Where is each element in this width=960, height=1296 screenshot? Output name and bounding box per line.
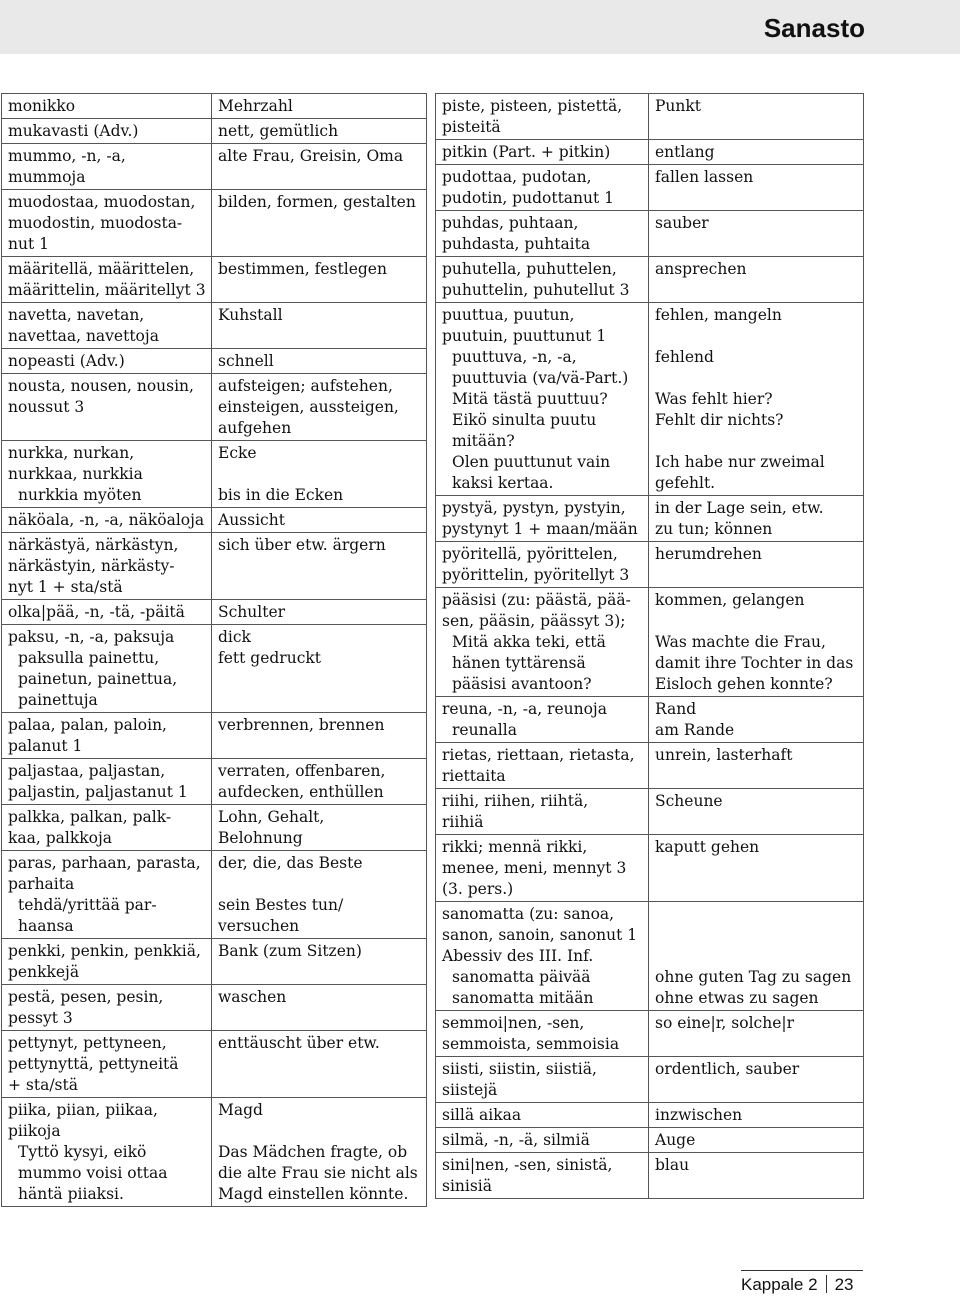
- german-translation: entlang: [655, 143, 715, 161]
- finnish-term: piste, pisteen, pistettä, pisteitä: [442, 97, 623, 136]
- finnish-term: sillä aikaa: [442, 1106, 522, 1124]
- german-translation: sich über etw. ärgern: [218, 536, 386, 554]
- finnish-term: paljastaa, paljastan, paljastin, paljastanut 1: [8, 762, 188, 801]
- finnish-cell: [2, 533, 212, 600]
- finnish-term: muodostaa, muodostan, muodostin, muodosta- nut 1: [8, 193, 196, 253]
- finnish-term: olka|pää, -n, -tä, -päitä: [8, 603, 185, 621]
- vocabulary-row: [2, 119, 427, 144]
- finnish-cell: [436, 303, 649, 496]
- finnish-cell: [436, 94, 649, 140]
- finnish-term: pestä, pesen, pesin, pessyt 3: [8, 988, 164, 1027]
- german-translation: aufsteigen; aufstehen, einsteigen, aussteigen, aufgehen: [218, 377, 399, 437]
- german-translation: fehlend: [655, 348, 714, 366]
- finnish-example: paksulla painettu, painetun, painettua, painettuja: [18, 649, 178, 709]
- german-translation: waschen: [218, 988, 287, 1006]
- finnish-term: puhutella, puhuttelen, puhuttelin, puhutellut 3: [442, 260, 630, 299]
- finnish-term: penkki, penkin, penkkiä, penkkejä: [8, 942, 201, 981]
- finnish-cell: [2, 759, 212, 805]
- line-gap: [218, 874, 421, 895]
- vocabulary-row: [2, 441, 427, 508]
- finnish-cell: [436, 1011, 649, 1057]
- german-cell: [212, 1098, 427, 1207]
- finnish-cell: [2, 600, 212, 625]
- finnish-cell: [436, 588, 649, 697]
- finnish-cell: [436, 835, 649, 902]
- vocabulary-row: [2, 713, 427, 759]
- finnish-cell: [2, 713, 212, 759]
- german-translation: enttäuscht über etw.: [218, 1034, 380, 1052]
- german-cell: [212, 713, 427, 759]
- finnish-example: puuttuva, -n, -a, puuttuvia (va/vä-Part.): [452, 348, 629, 387]
- finnish-term: palkka, palkan, palk- kaa, palkkoja: [8, 808, 172, 847]
- german-translation: bilden, formen, gestalten: [218, 193, 416, 211]
- german-translation: Kuhstall: [218, 306, 283, 324]
- finnish-term: paksu, -n, -a, paksuja: [8, 628, 175, 646]
- finnish-term: sini|nen, -sen, sinistä, sinisiä: [442, 1156, 613, 1195]
- finnish-term: paras, parhaan, parasta, parhaita: [8, 854, 201, 893]
- german-cell: [649, 1011, 864, 1057]
- finnish-cell: [2, 441, 212, 508]
- german-translation: schnell: [218, 352, 274, 370]
- finnish-cell: [2, 625, 212, 713]
- finnish-term: pudottaa, pudotan, pudotin, pudottanut 1: [442, 168, 615, 207]
- finnish-term: rikki; mennä rikki, menee, meni, mennyt 3 (3. pers.): [442, 838, 627, 898]
- german-translation: nett, gemütlich: [218, 122, 339, 140]
- page-title: Sanasto: [763, 13, 865, 43]
- finnish-term: nousta, nousen, nousin, noussut 3: [8, 377, 194, 416]
- vocabulary-row: [436, 835, 864, 902]
- finnish-term: mummo, -n, -a, mummoja: [8, 147, 126, 186]
- german-translation: verbrennen, brennen: [218, 716, 385, 734]
- german-translation: Magd: [218, 1101, 263, 1119]
- finnish-cell: [436, 165, 649, 211]
- finnish-cell: [436, 1103, 649, 1128]
- german-cell: [212, 144, 427, 190]
- vocabulary-row: [436, 257, 864, 303]
- finnish-cell: [2, 257, 212, 303]
- finnish-example: nurkkia myöten: [18, 486, 142, 504]
- finnish-term: navetta, navetan, navettaa, navettoja: [8, 306, 159, 345]
- vocabulary-row: [436, 1011, 864, 1057]
- vocabulary-row: [436, 94, 864, 140]
- finnish-cell: [2, 119, 212, 144]
- line-gap: [655, 904, 858, 925]
- line-gap: [218, 1121, 421, 1142]
- page-number: 23: [834, 1275, 854, 1294]
- footer-rule: [741, 1270, 863, 1271]
- finnish-cell: [2, 851, 212, 939]
- german-cell: [212, 349, 427, 374]
- german-cell: [212, 533, 427, 600]
- finnish-term: pitkin (Part. + pitkin): [442, 143, 611, 161]
- vocabulary-row: [2, 303, 427, 349]
- german-cell: [212, 257, 427, 303]
- finnish-cell: [2, 939, 212, 985]
- vocabulary-row: [2, 625, 427, 713]
- finnish-cell: [2, 144, 212, 190]
- german-translation: Auge: [655, 1131, 696, 1149]
- finnish-term: riihi, riihen, riihtä, riihiä: [442, 792, 589, 831]
- vocabulary-row: [2, 600, 427, 625]
- german-translation: in der Lage sein, etw. zu tun; können: [655, 499, 824, 538]
- vocabulary-row: [436, 496, 864, 542]
- german-translation: Bank (zum Sitzen): [218, 942, 362, 960]
- finnish-cell: [2, 94, 212, 119]
- finnish-term: mukavasti (Adv.): [8, 122, 139, 140]
- vocabulary-row: [436, 542, 864, 588]
- finnish-term: semmoi|nen, -sen, semmoista, semmoisia: [442, 1014, 620, 1053]
- german-translation: Mehrzahl: [218, 97, 293, 115]
- chapter-label: Kappale 2: [741, 1275, 818, 1294]
- german-translation: Schulter: [218, 603, 286, 621]
- finnish-cell: [2, 349, 212, 374]
- vocabulary-row: [436, 1153, 864, 1199]
- german-translation: so eine|r, solche|r: [655, 1014, 794, 1032]
- vocabulary-row: [2, 190, 427, 257]
- finnish-term: puuttua, puutun, puutuin, puuttunut 1: [442, 306, 607, 345]
- german-translation: bestimmen, festlegen: [218, 260, 387, 278]
- finnish-cell: [2, 985, 212, 1031]
- vocabulary-row: [2, 985, 427, 1031]
- german-cell: [649, 140, 864, 165]
- vocabulary-row: [436, 140, 864, 165]
- german-cell: [212, 1031, 427, 1098]
- vocabulary-row: [2, 144, 427, 190]
- german-cell: [649, 94, 864, 140]
- line-gap: [655, 925, 858, 946]
- german-cell: [212, 441, 427, 508]
- german-cell: [649, 743, 864, 789]
- german-translation: fallen lassen: [655, 168, 754, 186]
- vocabulary-row: [2, 1031, 427, 1098]
- german-translation: inzwischen: [655, 1106, 743, 1124]
- finnish-term: palaa, palan, paloin, palanut 1: [8, 716, 167, 755]
- finnish-term: silmä, -n, -ä, silmiä: [442, 1131, 590, 1149]
- german-cell: [212, 759, 427, 805]
- german-cell: [212, 939, 427, 985]
- german-translation: der, die, das Beste: [218, 854, 363, 872]
- vocabulary-row: [436, 303, 864, 496]
- german-cell: [212, 625, 427, 713]
- vocabulary-row: [2, 94, 427, 119]
- german-cell: [649, 1153, 864, 1199]
- german-translation: Lohn, Gehalt, Belohnung: [218, 808, 325, 847]
- finnish-cell: [436, 789, 649, 835]
- vocabulary-table-right: [435, 93, 864, 1199]
- german-cell: [212, 94, 427, 119]
- german-cell: [212, 119, 427, 144]
- german-translation: fett gedruckt: [218, 649, 322, 667]
- page-footer: [741, 1275, 854, 1295]
- german-cell: [212, 190, 427, 257]
- finnish-term: närkästyä, närkästyn, närkästyin, närkästy- nyt 1 + sta/stä: [8, 536, 179, 596]
- finnish-term: pääsisi (zu: päästä, pää- sen, pääsin, päässyt 3);: [442, 591, 631, 630]
- german-translation: Was machte die Frau, damit ihre Tochter in das Eisloch gehen konnte?: [655, 633, 854, 693]
- finnish-cell: [436, 697, 649, 743]
- german-translation: Rand am Rande: [655, 700, 735, 739]
- finnish-term: monikko: [8, 97, 76, 115]
- vocabulary-row: [436, 1128, 864, 1153]
- finnish-cell: [2, 508, 212, 533]
- finnish-example: Tyttö kysyi, eikö mummo voisi ottaa häntä piiaksi.: [18, 1143, 168, 1203]
- german-translation: herumdrehen: [655, 545, 762, 563]
- german-translation: Ich habe nur zweimal gefehlt.: [655, 453, 825, 492]
- finnish-cell: [2, 1031, 212, 1098]
- finnish-example: Mitä akka teki, että hänen tyttärensä pääsisi avantoon?: [452, 633, 606, 693]
- line-gap: [655, 326, 858, 347]
- german-cell: [212, 600, 427, 625]
- line-gap: [655, 368, 858, 389]
- german-cell: [649, 1057, 864, 1103]
- line-gap: [655, 611, 858, 632]
- german-cell: [649, 697, 864, 743]
- finnish-example: Mitä tästä puuttuu? Eikö sinulta puutu mitään?: [452, 390, 608, 450]
- german-cell: [212, 374, 427, 441]
- vocabulary-row: [2, 257, 427, 303]
- german-translation: blau: [655, 1156, 690, 1174]
- vocabulary-row: [2, 851, 427, 939]
- german-translation: Punkt: [655, 97, 702, 115]
- german-cell: [649, 588, 864, 697]
- finnish-cell: [2, 190, 212, 257]
- german-translation: bis in die Ecken: [218, 486, 344, 504]
- german-translation: dick: [218, 628, 251, 646]
- finnish-cell: [436, 902, 649, 1011]
- german-translation: ansprechen: [655, 260, 747, 278]
- vocabulary-table-left: [1, 93, 427, 1207]
- german-translation: kommen, gelangen: [655, 591, 805, 609]
- finnish-example: tehdä/yrittää par- haansa: [18, 896, 157, 935]
- german-translation: Aussicht: [218, 511, 285, 529]
- german-translation: Das Mädchen fragte, ob die alte Frau sie nicht als Magd einstellen könnte.: [218, 1143, 418, 1203]
- german-cell: [212, 985, 427, 1031]
- finnish-cell: [436, 1128, 649, 1153]
- vocabulary-row: [436, 211, 864, 257]
- finnish-cell: [2, 1098, 212, 1207]
- german-translation: sauber: [655, 214, 709, 232]
- finnish-cell: [436, 1057, 649, 1103]
- page-header: [0, 0, 960, 54]
- vocabulary-row: [2, 349, 427, 374]
- german-cell: [649, 542, 864, 588]
- vocabulary-row: [2, 939, 427, 985]
- vocabulary-row: [436, 588, 864, 697]
- finnish-cell: [2, 805, 212, 851]
- finnish-term: nopeasti (Adv.): [8, 352, 125, 370]
- finnish-cell: [436, 1153, 649, 1199]
- vocabulary-row: [436, 1103, 864, 1128]
- german-cell: [649, 1103, 864, 1128]
- german-cell: [649, 789, 864, 835]
- finnish-cell: [2, 374, 212, 441]
- german-translation: ordentlich, sauber: [655, 1060, 800, 1078]
- finnish-term: rietas, riettaan, rietasta, riettaita: [442, 746, 635, 785]
- finnish-term: pettynyt, pettyneen, pettynyttä, pettyneitä + sta/stä: [8, 1034, 179, 1094]
- line-gap: [655, 946, 858, 967]
- vocabulary-row: [436, 743, 864, 789]
- finnish-term: näköala, -n, -a, näköaloja: [8, 511, 205, 529]
- finnish-term: siisti, siistin, siistiä, siistejä: [442, 1060, 597, 1099]
- vocabulary-row: [2, 533, 427, 600]
- finnish-term: piika, piian, piikaa, piikoja: [8, 1101, 158, 1140]
- finnish-cell: [436, 496, 649, 542]
- finnish-term: pystyä, pystyn, pystyin, pystynyt 1 + maan/mään: [442, 499, 638, 538]
- finnish-cell: [436, 542, 649, 588]
- german-translation: fehlen, mangeln: [655, 306, 782, 324]
- vocabulary-row: [2, 1098, 427, 1207]
- german-cell: [649, 496, 864, 542]
- german-cell: [649, 1128, 864, 1153]
- finnish-term: puhdas, puhtaan, puhdasta, puhtaita: [442, 214, 591, 253]
- finnish-term: pyöritellä, pyörittelen, pyörittelin, pyöritellyt 3: [442, 545, 630, 584]
- german-translation: Scheune: [655, 792, 723, 810]
- german-translation: sein Bestes tun/ versuchen: [218, 896, 344, 935]
- finnish-term: määritellä, määrittelen, määrittelin, määritellyt 3: [8, 260, 206, 299]
- finnish-example: reunalla: [452, 721, 517, 739]
- finnish-cell: [436, 743, 649, 789]
- footer-separator: [826, 1275, 827, 1293]
- german-translation: unrein, lasterhaft: [655, 746, 793, 764]
- german-translation: Was fehlt hier? Fehlt dir nichts?: [655, 390, 784, 429]
- german-cell: [649, 303, 864, 496]
- line-gap: [218, 464, 421, 485]
- german-cell: [212, 851, 427, 939]
- finnish-example: Olen puuttunut vain kaksi kertaa.: [452, 453, 611, 492]
- finnish-cell: [436, 140, 649, 165]
- german-translation: ohne guten Tag zu sagen ohne etwas zu sagen: [655, 968, 852, 1007]
- vocabulary-row: [436, 789, 864, 835]
- finnish-cell: [436, 257, 649, 303]
- german-cell: [649, 165, 864, 211]
- german-translation: Ecke: [218, 444, 257, 462]
- german-translation: kaputt gehen: [655, 838, 760, 856]
- german-translation: verraten, offenbaren, aufdecken, enthüllen: [218, 762, 386, 801]
- finnish-term: reuna, -n, -a, reunoja: [442, 700, 607, 718]
- german-cell: [212, 805, 427, 851]
- vocabulary-row: [436, 165, 864, 211]
- german-translation: alte Frau, Greisin, Oma: [218, 147, 404, 165]
- vocabulary-row: [2, 805, 427, 851]
- finnish-cell: [436, 211, 649, 257]
- finnish-term: nurkka, nurkan, nurkkaa, nurkkia: [8, 444, 143, 483]
- vocabulary-row: [2, 759, 427, 805]
- vocabulary-row: [436, 1057, 864, 1103]
- line-gap: [655, 431, 858, 452]
- german-cell: [212, 303, 427, 349]
- german-cell: [649, 835, 864, 902]
- german-cell: [649, 257, 864, 303]
- german-cell: [212, 508, 427, 533]
- finnish-example: sanomatta päivää sanomatta mitään: [452, 968, 594, 1007]
- german-cell: [649, 211, 864, 257]
- vocabulary-row: [2, 374, 427, 441]
- finnish-cell: [2, 303, 212, 349]
- vocabulary-row: [2, 508, 427, 533]
- vocabulary-row: [436, 697, 864, 743]
- german-cell: [649, 902, 864, 1011]
- vocabulary-row: [436, 902, 864, 1011]
- finnish-term: sanomatta (zu: sanoa, sanon, sanoin, sanonut 1 Abessiv des III. Inf.: [442, 905, 638, 965]
